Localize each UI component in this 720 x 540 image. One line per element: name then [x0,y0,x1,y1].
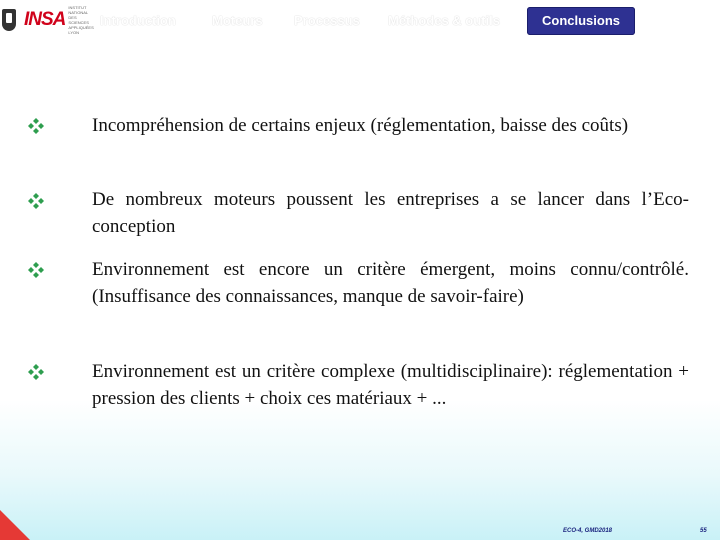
bullet-text: Incompréhension de certains enjeux (réglementation, baisse des coûts) [92,115,629,136]
diamond-bullet-icon [28,193,44,209]
bullet-text: Environnement est encore un critère émergent, moins connu/contrôlé. (Insuffisance des connaissances, manque de savoir-faire) [92,259,689,307]
page-number: 55 [700,528,707,534]
corner-decoration [0,510,30,540]
nav-tab-moteurs[interactable]: Moteurs [212,13,263,28]
nav-tab-methodes-outils[interactable]: Méthodes & outils [388,13,500,28]
diamond-bullet-icon [28,364,44,380]
diamond-bullet-icon [28,262,44,278]
header-bar [0,0,720,40]
footer-label: ECO-4, GMD2018 [563,528,613,534]
diamond-bullet-icon [28,118,44,134]
crest-icon [2,9,16,31]
nav-tab-conclusions[interactable]: Conclusions [527,7,635,35]
logo-subtext: INSTITUT NATIONAL DES SCIENCES APPLIQUÉES LYON [68,5,94,35]
insa-logo[interactable] [0,4,94,36]
nav-tab-processus[interactable]: Processus [294,13,360,28]
bullet-text: De nombreux moteurs poussent les entreprises a se lancer dans l’Eco-conception [92,189,689,237]
bullet-text: Environnement est un critère complexe (multidisciplinaire): réglementation + pression des clients + choix ces matériaux + ... [92,361,689,409]
logo-text: INSA [24,9,66,30]
nav-tab-introduction[interactable]: Introduction [100,13,176,28]
